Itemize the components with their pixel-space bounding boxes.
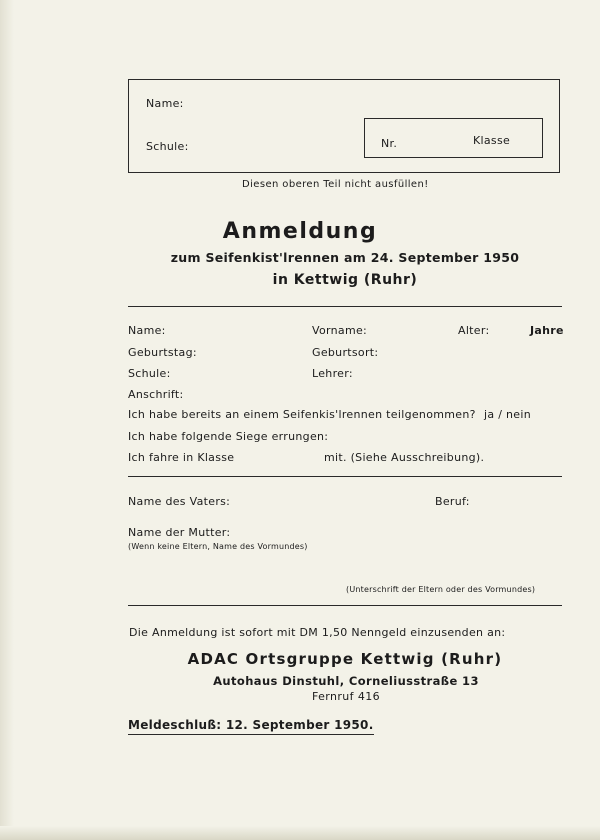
- guardian-note: (Wenn keine Eltern, Name des Vormundes): [128, 542, 308, 551]
- participation-options: ja / nein: [484, 408, 531, 421]
- office-use-note: Diesen oberen Teil nicht ausfüllen!: [242, 179, 429, 190]
- birthplace-label: Geburtsort:: [312, 346, 379, 359]
- divider-2: [128, 476, 562, 477]
- submission-instruction: Die Anmeldung ist sofort mit DM 1,50 Nenngeld einzusenden an:: [129, 626, 506, 639]
- entrant-name-label: Name:: [128, 324, 166, 337]
- class-label: Klasse: [473, 134, 511, 147]
- father-label: Name des Vaters:: [128, 495, 231, 508]
- occupation-label: Beruf:: [435, 495, 470, 508]
- teacher-label: Lehrer:: [312, 367, 353, 380]
- organization-name: ADAC Ortsgruppe Kettwig (Ruhr): [187, 650, 503, 668]
- office-school-label: Schule:: [146, 140, 189, 153]
- entrant-age-label: Alter:: [458, 324, 490, 337]
- divider-3: [128, 605, 562, 606]
- class-prefix: Ich fahre in Klasse: [128, 451, 235, 464]
- mother-label: Name der Mutter:: [128, 526, 231, 539]
- entrant-years-label: Jahre: [530, 324, 564, 337]
- organization-address: Autohaus Dinstuhl, Corneliusstraße 13: [213, 674, 479, 688]
- form-location: in Kettwig (Ruhr): [272, 272, 418, 288]
- participation-question: Ich habe bereits an einem Seifenkis'lrennen teilgenommen?: [128, 408, 476, 421]
- paper-bottom-shadow: [0, 826, 600, 840]
- number-label: Nr.: [381, 137, 398, 150]
- entrant-school-label: Schule:: [128, 367, 171, 380]
- signature-note: (Unterschrift der Eltern oder des Vormundes): [346, 585, 536, 594]
- form-title: Anmeldung: [222, 219, 378, 244]
- divider-1: [128, 306, 562, 307]
- paper-edge-shadow: [0, 0, 14, 840]
- form-subtitle: zum Seifenkist'lrennen am 24. September 1950: [170, 250, 520, 265]
- organization-phone: Fernruf 416: [311, 690, 381, 703]
- entrant-firstname-label: Vorname:: [312, 324, 368, 337]
- address-label: Anschrift:: [128, 388, 184, 401]
- birthday-label: Geburtstag:: [128, 346, 197, 359]
- wins-label: Ich habe folgende Siege errungen:: [128, 430, 329, 443]
- registration-deadline: Meldeschluß: 12. September 1950.: [128, 718, 374, 735]
- class-suffix: mit. (Siehe Ausschreibung).: [324, 451, 485, 464]
- office-name-label: Name:: [146, 97, 184, 110]
